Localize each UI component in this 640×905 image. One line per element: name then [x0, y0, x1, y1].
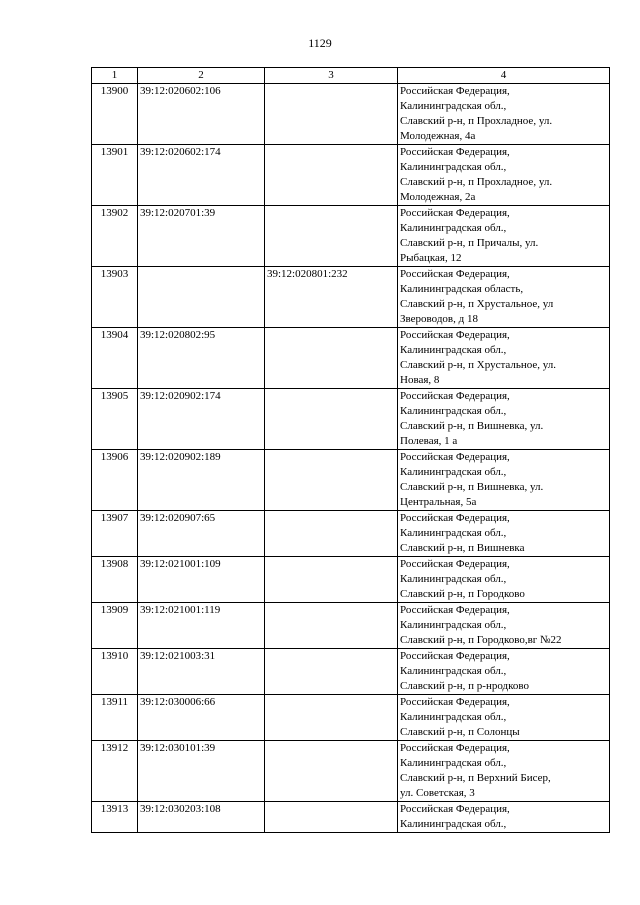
address-line: Славский р-н, п Верхний Бисер,	[400, 772, 551, 784]
address-line: Калининградская обл.,	[400, 405, 507, 417]
address-line: Российская Федерация,	[400, 268, 510, 280]
record-number-cell: 13904	[92, 328, 138, 389]
address-line: Российская Федерация,	[400, 604, 510, 616]
page-number: 1129	[308, 36, 332, 50]
table-row	[92, 206, 610, 267]
cadastral-number-alt-cell	[265, 328, 398, 389]
cadastral-number-cell: 39:12:020907:65	[138, 511, 265, 557]
address-line: Славский р-н, п р-нродково	[400, 680, 530, 692]
address-line: Российская Федерация,	[400, 803, 510, 815]
address-line: Рыбацкая, 12	[400, 252, 462, 264]
address-line: Славский р-н, п Хрустальное, ул.	[400, 359, 557, 371]
address-cell	[398, 511, 610, 557]
table-row	[92, 511, 610, 557]
address-line: Славский р-н, п Городково	[400, 588, 525, 600]
table-row	[92, 695, 610, 741]
record-number-cell: 13910	[92, 649, 138, 695]
cadastral-number-cell: 39:12:020602:106	[138, 84, 265, 145]
address-cell	[398, 206, 610, 267]
record-number-cell: 13905	[92, 389, 138, 450]
address-line: Калининградская обл.,	[400, 344, 507, 356]
column-header: 1	[92, 68, 138, 84]
record-number-cell: 13907	[92, 511, 138, 557]
registry-table	[91, 67, 610, 833]
address-line: Калининградская обл.,	[400, 665, 507, 677]
address-line: Славский р-н, п Городково,вг №22	[400, 634, 562, 646]
address-line: Славский р-н, п Прохладное, ул.	[400, 115, 553, 127]
address-cell	[398, 145, 610, 206]
table-body	[92, 84, 610, 833]
table-row	[92, 145, 610, 206]
table-row	[92, 802, 610, 833]
record-number-cell: 13912	[92, 741, 138, 802]
cadastral-number-cell: 39:12:021003:31	[138, 649, 265, 695]
address-line: Полевая, 1 а	[400, 435, 458, 447]
address-cell	[398, 450, 610, 511]
cadastral-number-alt-cell	[265, 511, 398, 557]
cadastral-number-cell: 39:12:030203:108	[138, 802, 265, 833]
address-cell	[398, 267, 610, 328]
address-cell	[398, 603, 610, 649]
table-row	[92, 649, 610, 695]
address-line: Калининградская обл.,	[400, 527, 507, 539]
address-line: Российская Федерация,	[400, 696, 510, 708]
cadastral-number-alt-cell	[265, 206, 398, 267]
address-line: Российская Федерация,	[400, 207, 510, 219]
record-number-cell: 13909	[92, 603, 138, 649]
address-line: Калининградская обл.,	[400, 619, 507, 631]
address-line: Молодежная, 4а	[400, 130, 476, 142]
address-cell	[398, 84, 610, 145]
record-number-cell: 13900	[92, 84, 138, 145]
table-row	[92, 328, 610, 389]
address-cell	[398, 741, 610, 802]
address-line: Молодежная, 2а	[400, 191, 476, 203]
address-line: Славский р-н, п Причалы, ул.	[400, 237, 539, 249]
address-line: Калининградская обл.,	[400, 757, 507, 769]
cadastral-number-cell: 39:12:020902:174	[138, 389, 265, 450]
column-header: 3	[265, 68, 398, 84]
table-row	[92, 603, 610, 649]
column-header: 4	[398, 68, 610, 84]
cadastral-number-alt-cell	[265, 145, 398, 206]
table-row	[92, 557, 610, 603]
address-line: Российская Федерация,	[400, 390, 510, 402]
table-row	[92, 741, 610, 802]
address-line: Калининградская обл.,	[400, 100, 507, 112]
address-line: Славский р-н, п Вишневка, ул.	[400, 420, 544, 432]
address-line: Калининградская обл.,	[400, 573, 507, 585]
record-number-cell: 13902	[92, 206, 138, 267]
cadastral-number-alt-cell	[265, 802, 398, 833]
cadastral-number-alt-cell	[265, 84, 398, 145]
cadastral-number-alt-cell	[265, 741, 398, 802]
address-cell	[398, 695, 610, 741]
address-line: Славский р-н, п Прохладное, ул.	[400, 176, 553, 188]
cadastral-number-alt-cell	[265, 557, 398, 603]
cadastral-number-cell: 39:12:020602:174	[138, 145, 265, 206]
address-cell	[398, 649, 610, 695]
address-line: Центральная, 5а	[400, 496, 477, 508]
record-number-cell: 13908	[92, 557, 138, 603]
address-cell	[398, 802, 610, 833]
address-line: Калининградская обл.,	[400, 222, 507, 234]
cadastral-number-cell	[138, 267, 265, 328]
cadastral-number-cell: 39:12:021001:109	[138, 557, 265, 603]
record-number-cell: 13903	[92, 267, 138, 328]
address-line: Калининградская область,	[400, 283, 524, 295]
address-line: Российская Федерация,	[400, 451, 510, 463]
address-line: Российская Федерация,	[400, 329, 510, 341]
record-number-cell: 13906	[92, 450, 138, 511]
address-line: Калининградская обл.,	[400, 818, 507, 830]
table-header-row	[92, 68, 610, 84]
cadastral-number-alt-cell	[265, 649, 398, 695]
address-line: Калининградская обл.,	[400, 161, 507, 173]
address-line: Славский р-н, п Вишневка, ул.	[400, 481, 544, 493]
address-cell	[398, 389, 610, 450]
address-line: Славский р-н, п Хрустальное, ул	[400, 298, 554, 310]
cadastral-number-cell: 39:12:030006:66	[138, 695, 265, 741]
cadastral-number-alt-cell	[265, 603, 398, 649]
address-line: Славский р-н, п Вишневка	[400, 542, 525, 554]
record-number-cell: 13901	[92, 145, 138, 206]
address-line: Российская Федерация,	[400, 742, 510, 754]
cadastral-number-cell: 39:12:020802:95	[138, 328, 265, 389]
record-number-cell: 13911	[92, 695, 138, 741]
record-number-cell: 13913	[92, 802, 138, 833]
address-line: Российская Федерация,	[400, 650, 510, 662]
cadastral-number-cell: 39:12:030101:39	[138, 741, 265, 802]
cadastral-number-cell: 39:12:020902:189	[138, 450, 265, 511]
address-line: Российская Федерация,	[400, 85, 510, 97]
address-line: Российская Федерация,	[400, 512, 510, 524]
address-cell	[398, 557, 610, 603]
cadastral-number-alt-cell: 39:12:020801:232	[265, 267, 398, 328]
address-line: Славский р-н, п Солонцы	[400, 726, 520, 738]
table-row	[92, 267, 610, 328]
table-row	[92, 450, 610, 511]
cadastral-number-cell: 39:12:020701:39	[138, 206, 265, 267]
table-row	[92, 84, 610, 145]
address-cell	[398, 328, 610, 389]
address-line: Звероводов, д 18	[400, 313, 478, 325]
address-line: Новая, 8	[400, 374, 440, 386]
address-line: Российская Федерация,	[400, 558, 510, 570]
address-line: Калининградская обл.,	[400, 711, 507, 723]
column-header: 2	[138, 68, 265, 84]
cadastral-number-alt-cell	[265, 389, 398, 450]
cadastral-number-alt-cell	[265, 450, 398, 511]
cadastral-number-cell: 39:12:021001:119	[138, 603, 265, 649]
table-row	[92, 389, 610, 450]
address-line: ул. Советская, 3	[400, 787, 475, 799]
address-line: Калининградская обл.,	[400, 466, 507, 478]
address-line: Российская Федерация,	[400, 146, 510, 158]
cadastral-number-alt-cell	[265, 695, 398, 741]
